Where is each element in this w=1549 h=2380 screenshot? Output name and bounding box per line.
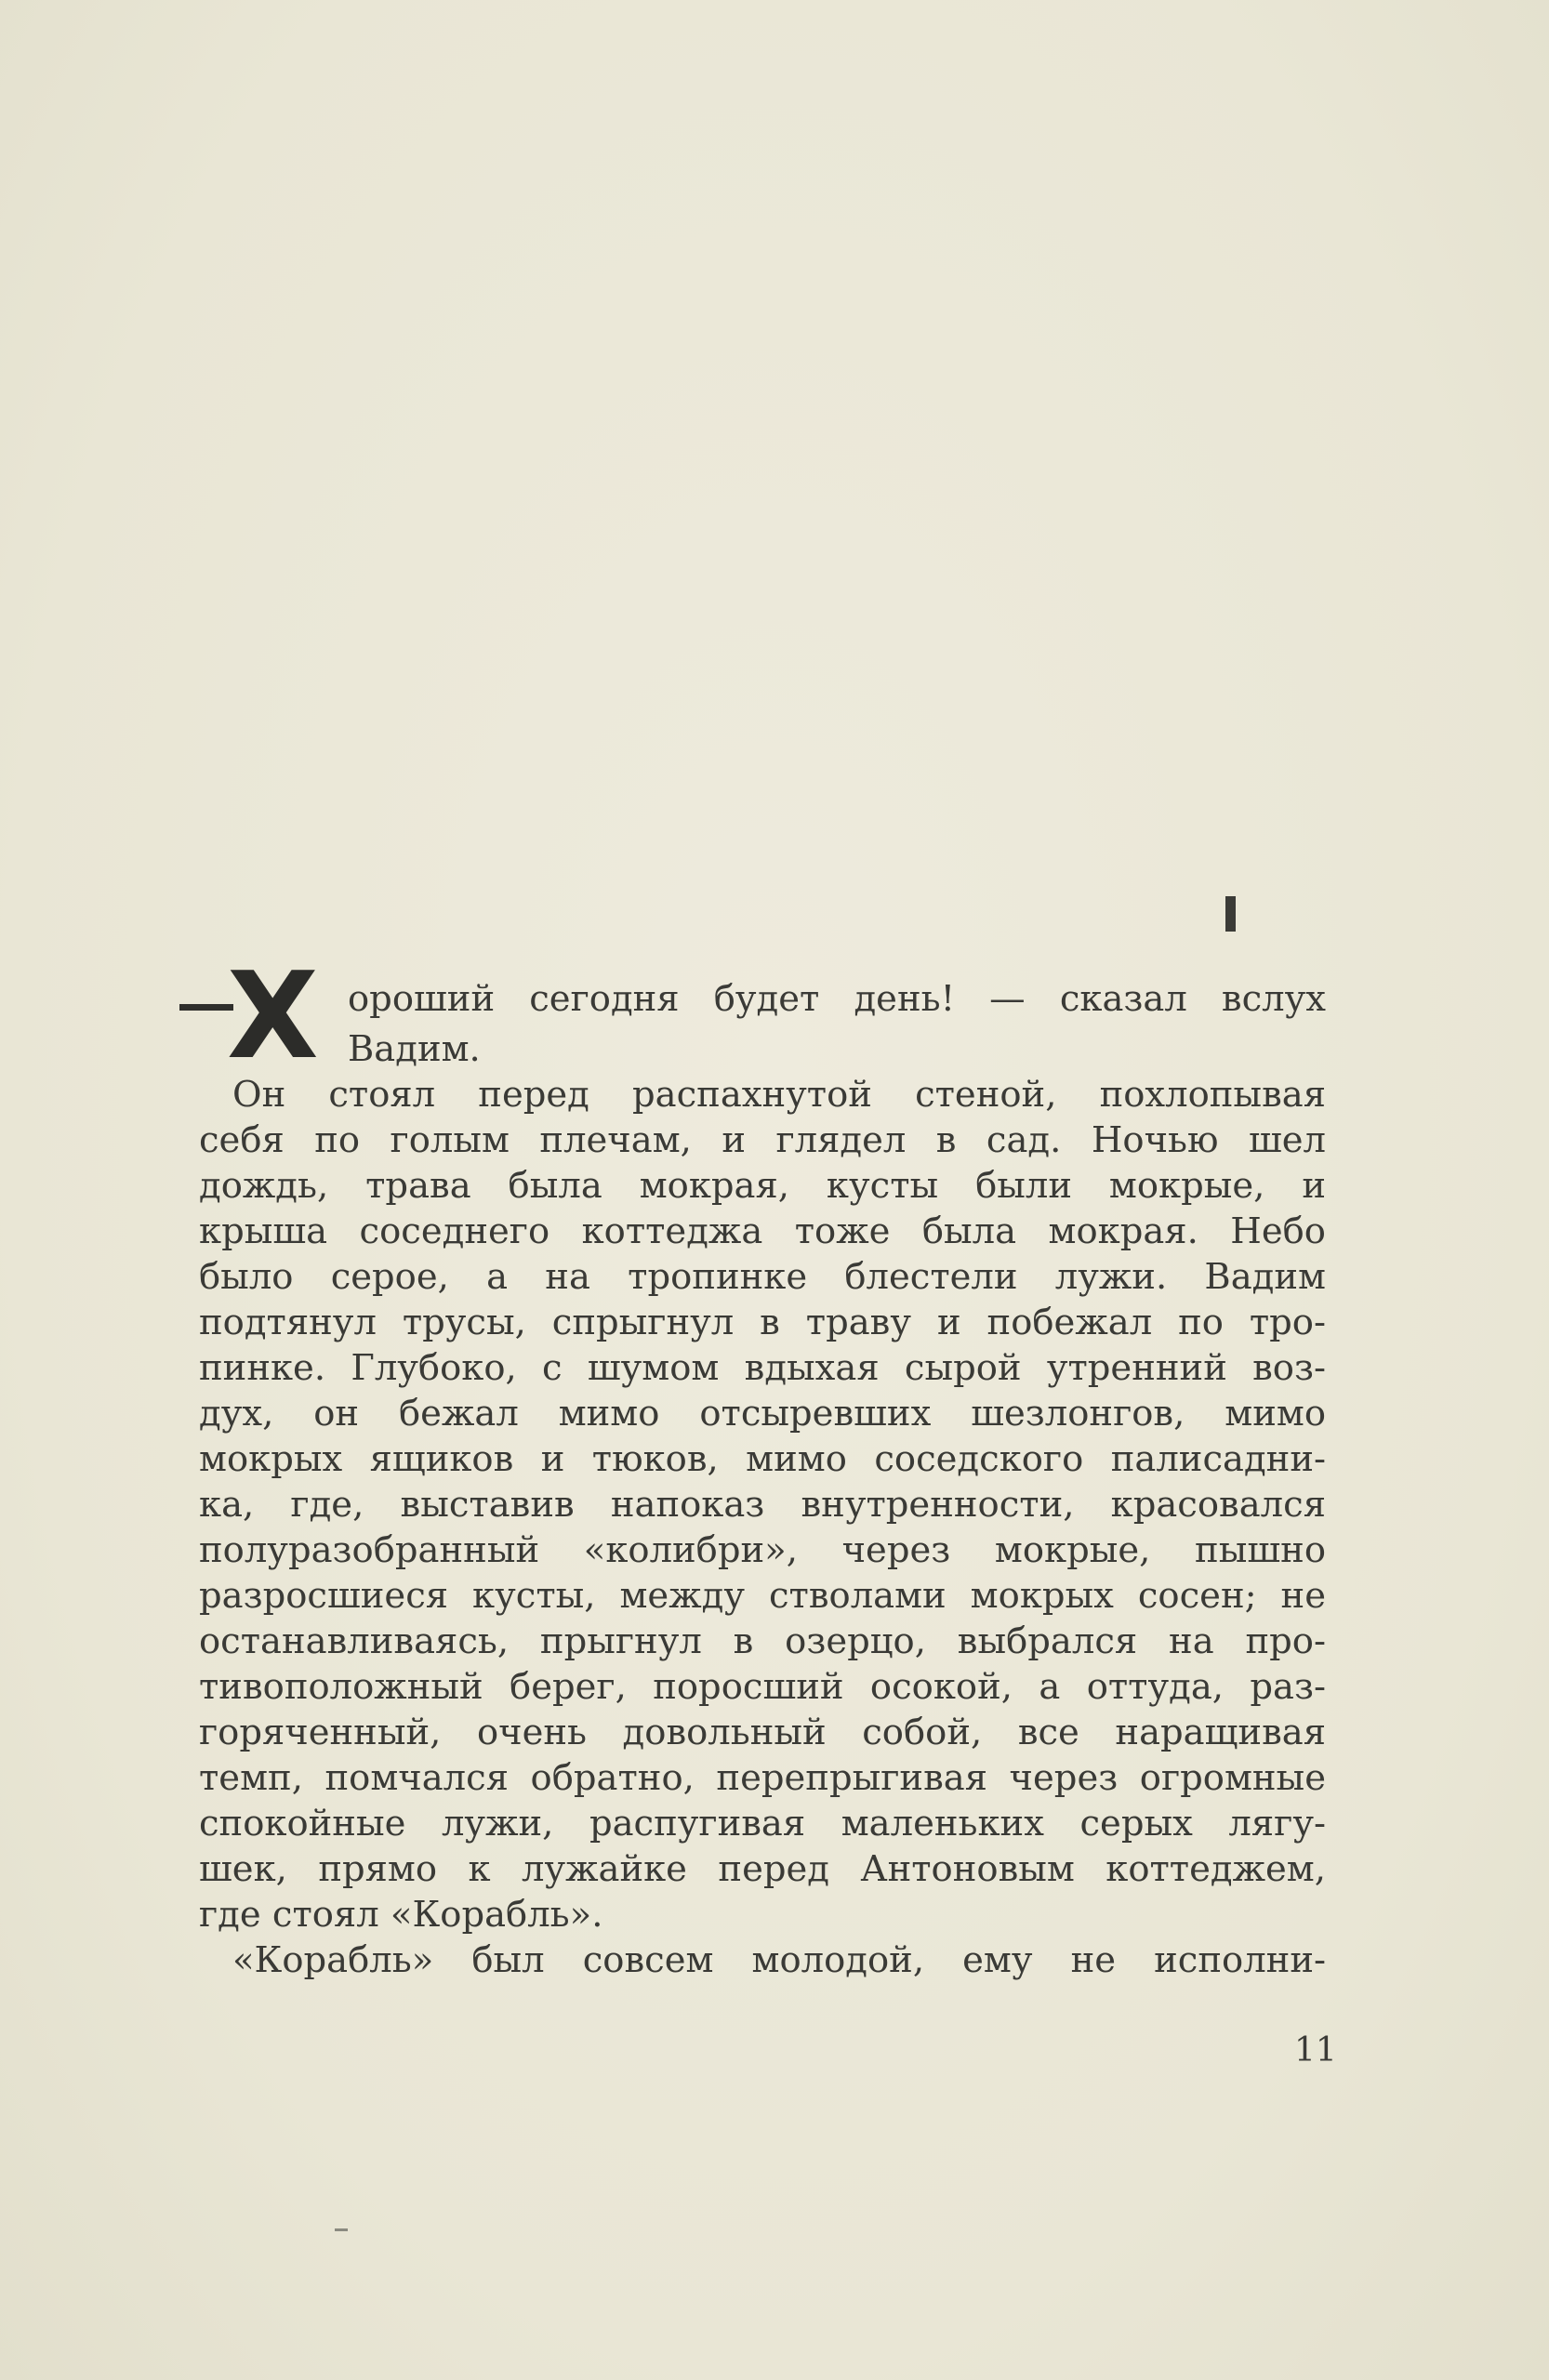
text-line: было серое, а на тропинке блестели лужи. Вадим — [199, 1256, 1326, 1298]
chapter-number-mark — [1225, 896, 1236, 932]
text-line: подтянул трусы, спрыгнул в траву и побежал по тро- — [199, 1302, 1326, 1343]
text-line: темп, помчался обратно, перепрыгивая через огромные — [199, 1757, 1326, 1799]
paper-speck — [335, 2228, 348, 2231]
text-line: дождь, трава была мокрая, кусты были мокрые, и — [199, 1165, 1326, 1207]
page-number: 11 — [1294, 2031, 1337, 2069]
text-line: крыша соседнего коттеджа тоже была мокрая. Небо — [199, 1210, 1326, 1252]
text-line: ка, где, выставив напоказ внутренности, красовался — [199, 1484, 1326, 1526]
text-line: спокойные лужи, распугивая маленьких серых лягу- — [199, 1803, 1326, 1844]
dialogue-dash — [179, 1004, 233, 1011]
opening-line-text: ороший сегодня будет день! — сказал вслух — [348, 978, 1326, 1020]
paragraph-2 — [199, 1937, 1326, 1983]
text-line: мокрых ящиков и тюков, мимо соседского палисадни- — [199, 1438, 1326, 1480]
paragraph-1 — [199, 1072, 1326, 1937]
text-line: разросшиеся кусты, между стволами мокрых сосен; не — [199, 1575, 1326, 1617]
text-line: где стоял «Корабль». — [199, 1894, 603, 1936]
opening-line-continuation: Вадим. — [348, 1028, 481, 1070]
text-line: горяченный, очень довольный собой, все наращивая — [199, 1712, 1326, 1753]
text-line: шек, прямо к лужайке перед Антоновым коттеджем, — [199, 1848, 1326, 1890]
drop-cap: Х — [227, 947, 319, 1086]
text-line: пинке. Глубоко, с шумом вдыхая сырой утренний воз- — [199, 1347, 1326, 1389]
text-line: дух, он бежал мимо отсыревших шезлонгов, мимо — [199, 1393, 1326, 1435]
text-line: Он стоял перед распахнутой стеной, похлопывая — [232, 1074, 1326, 1116]
text-line: тивоположный берег, поросший осокой, а оттуда, раз- — [199, 1666, 1326, 1708]
text-block — [199, 947, 1326, 1983]
text-line: останавливаясь, прыгнул в озерцо, выбрался на про- — [199, 1620, 1326, 1662]
text-line: полуразобранный «колибри», через мокрые, пышно — [199, 1529, 1326, 1571]
text-line: себя по голым плечам, и глядел в сад. Ночью шел — [199, 1119, 1326, 1161]
text-line: «Корабль» был совсем молодой, ему не исполни- — [232, 1939, 1326, 1981]
